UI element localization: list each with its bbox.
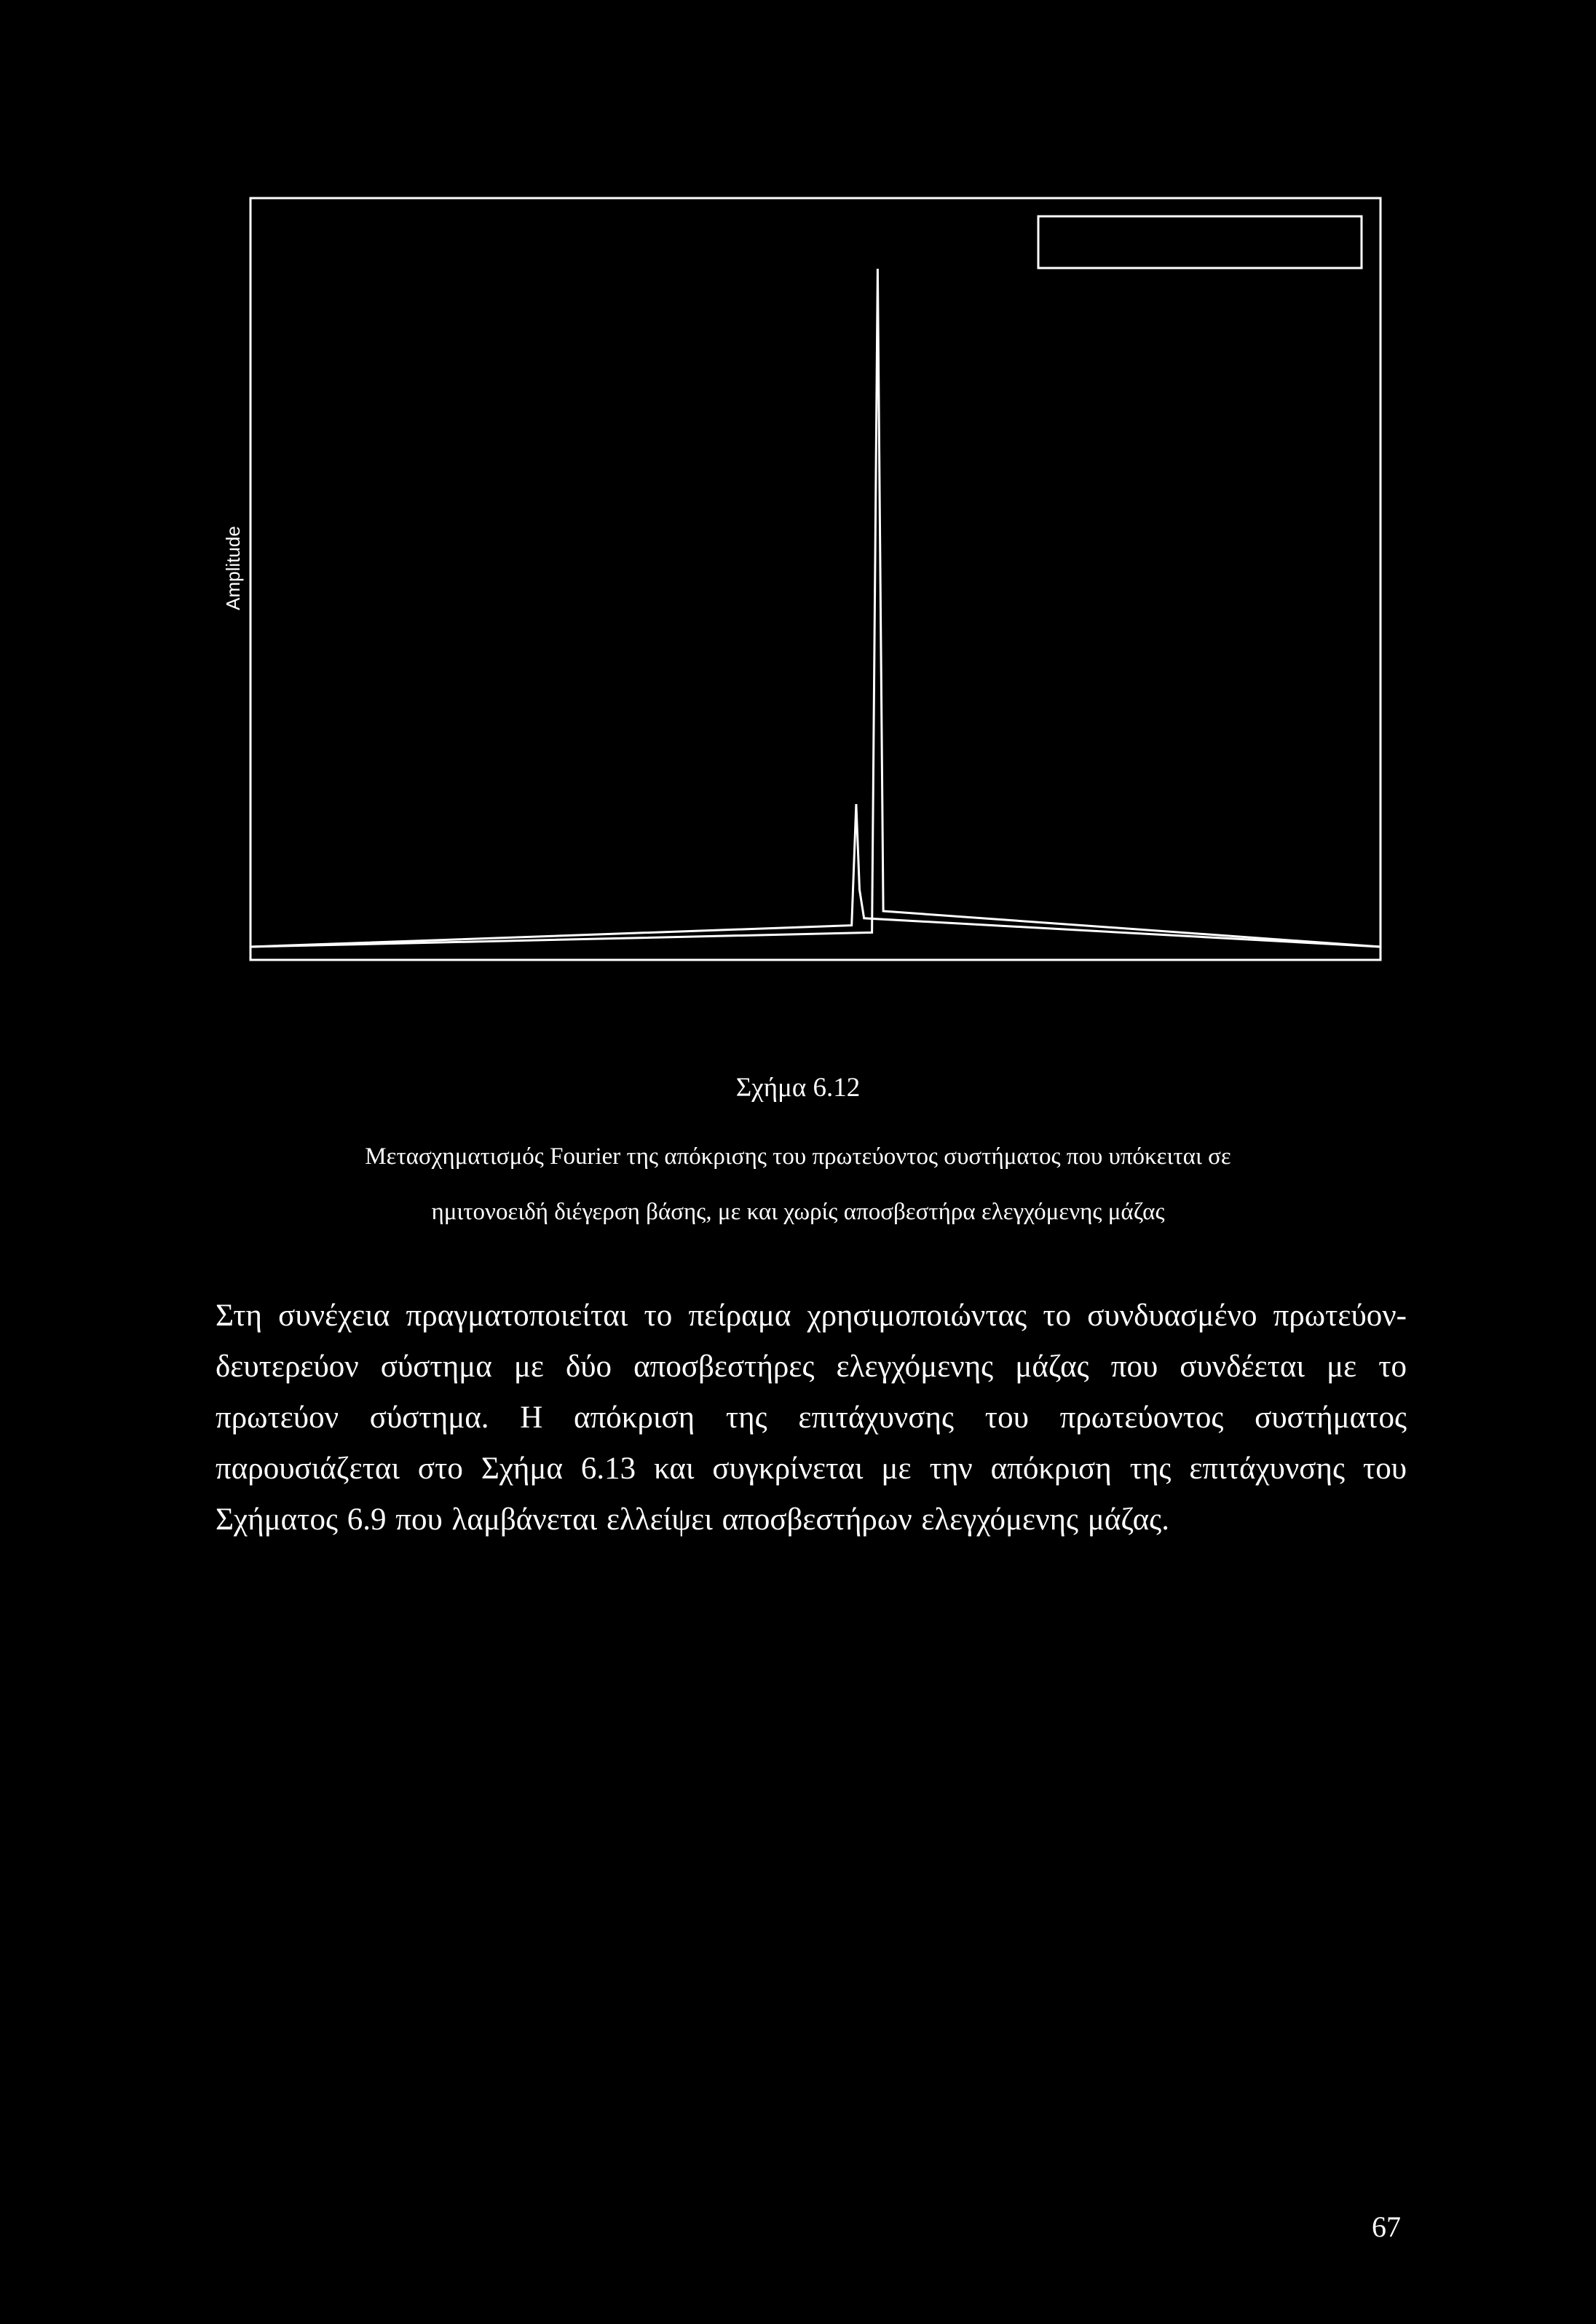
figure-caption-label: Σχήμα 6.12 <box>735 1073 861 1103</box>
y-axis-label: Amplitude <box>222 526 244 610</box>
series-line-1 <box>250 269 1380 947</box>
plot-frame <box>250 198 1380 960</box>
caption-line: Μετασχηματισμός Fourier της απόκρισης του πρωτεύοντος συστήματος που υπόκειται σε <box>365 1143 1231 1170</box>
caption-line: ημιτονοειδή διέγερση βάσης, με και χωρίς αποσβεστήρα ελεγχόμενης μάζας <box>431 1199 1165 1225</box>
page-number: 67 <box>1372 2210 1401 2243</box>
fourier-plot <box>248 189 1383 969</box>
figure-caption <box>0 1129 1596 1240</box>
legend-box <box>1038 216 1362 268</box>
plot-canvas <box>248 189 1383 969</box>
body-paragraph: Στη συνέχεια πραγματοποιείται το πείραμα χρησιμοποιώντας το συνδυασμένο πρωτεύον-δευτερεύον σύστημα με δύο αποσβεστήρες ελεγχόμενης μάζας που συνδέεται με το πρωτεύον σύστημα. Η απόκριση της επιτάχυνσης του πρωτεύοντος συστήματος παρουσιάζεται στο Σχήμα 6.13 και συγκρίνεται με την απόκριση της επιτάχυνσης του Σχήματος 6.9 που λαμβάνεται ελλείψει αποσβεστήρων ελεγχόμενης μάζας. <box>216 1299 1407 1537</box>
series-line-2 <box>250 804 1380 947</box>
